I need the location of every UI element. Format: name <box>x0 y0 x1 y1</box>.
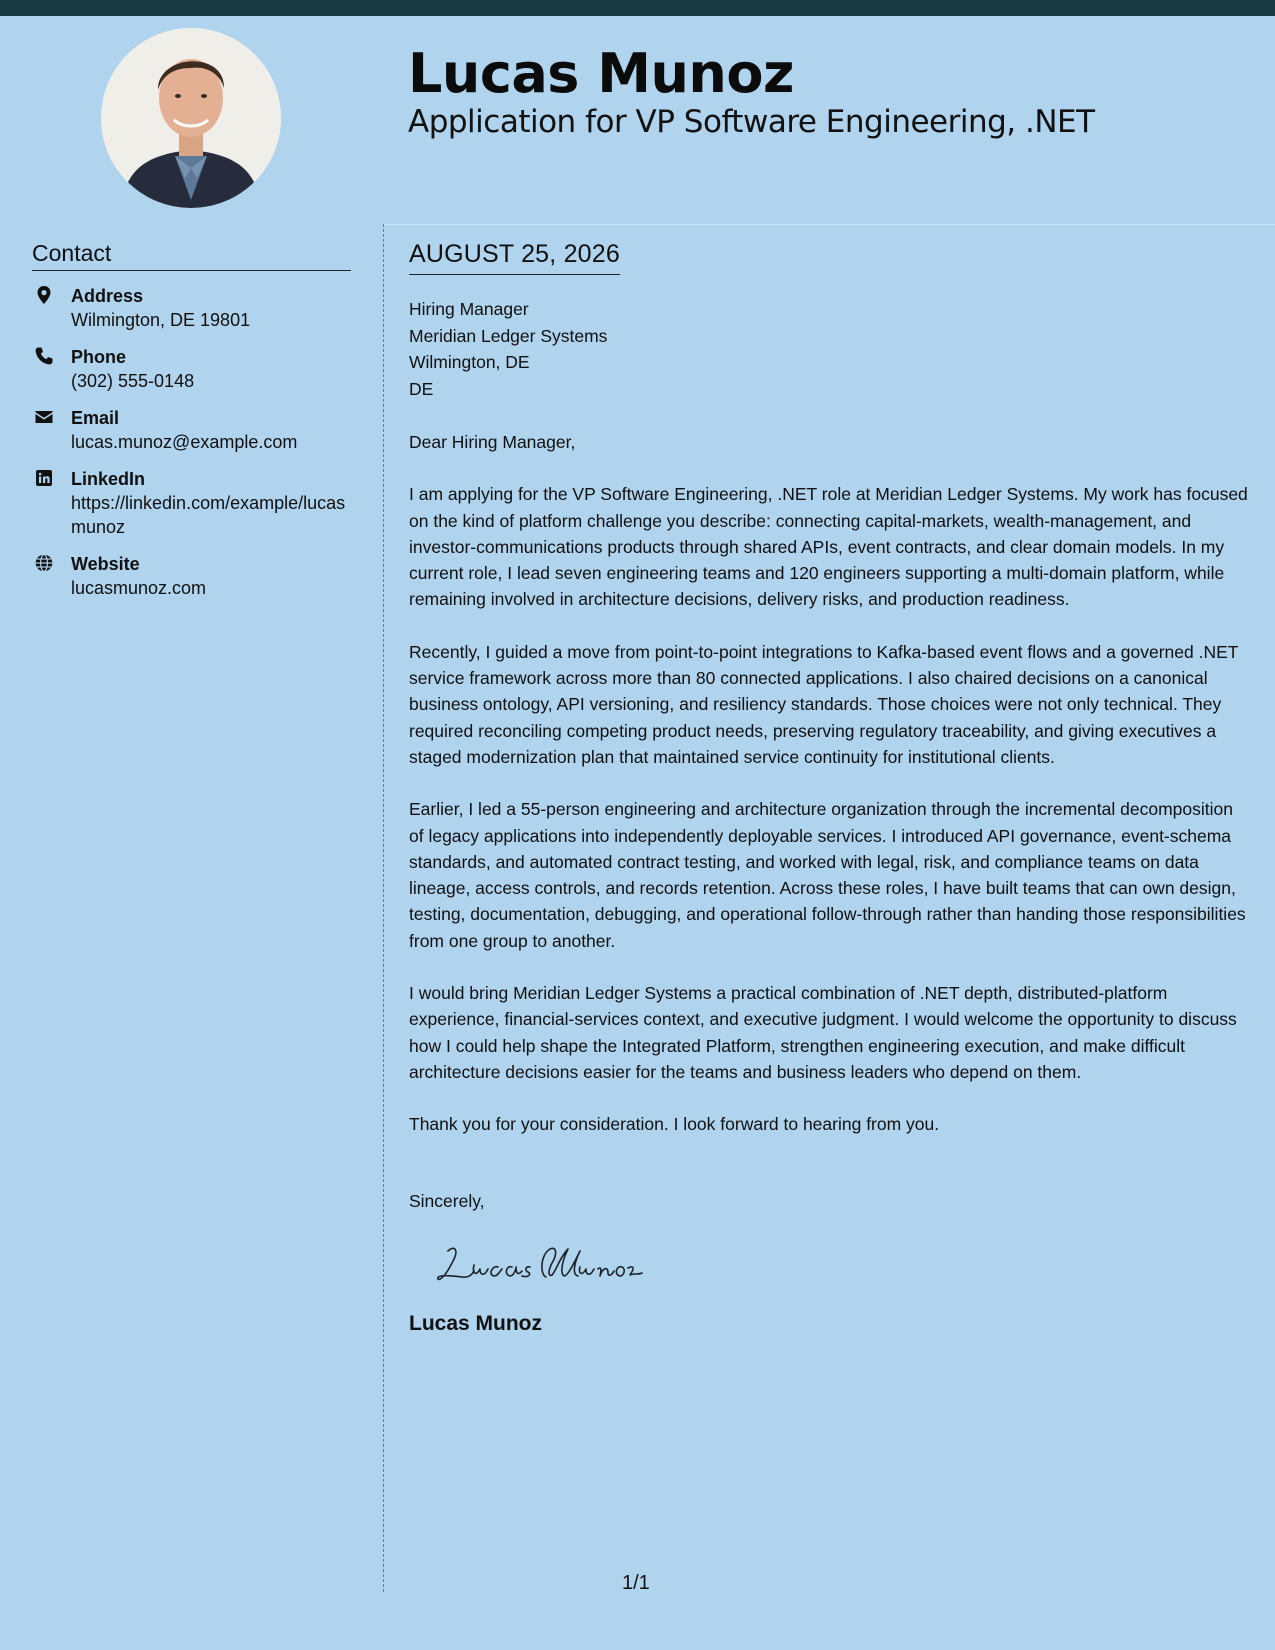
column-divider <box>383 224 384 1592</box>
map-pin-icon <box>34 285 54 305</box>
letter-paragraph: I would bring Meridian Ledger Systems a practical combination of .NET depth, distributed-platform experience, financial-services context, and executive judgment. I would welcome the opportunity to discuss how I could help shape the Integrated Platform, strengthen engineering execution, and make difficult architecture decisions easier for the teams and business leaders who depend on them. <box>409 983 1237 1082</box>
profile-photo <box>101 28 281 208</box>
contact-label: Website <box>71 554 140 574</box>
envelope-icon <box>34 407 54 427</box>
globe-icon <box>34 553 54 573</box>
application-subtitle: Application for VP Software Engineering, .NET <box>408 104 1095 140</box>
salutation: Dear Hiring Manager, <box>409 432 576 452</box>
letter-paragraph: Earlier, I led a 55-person engineering and architecture organization through the incremental decomposition of legacy applications into independently deployable services. I introduced API governance, event-schema standards, and automated contract testing, and worked with legal, risk, and compliance teams on data lineage, access controls, and records retention. Across these roles, I have built teams that can own design, testing, documentation, debugging, and operational follow-through rather than handing those responsibilities from one group to another. <box>409 799 1246 951</box>
top-accent-bar <box>0 0 1275 16</box>
contact-value: lucas.munoz@example.com <box>71 432 298 452</box>
contact-title: Contact <box>32 240 351 271</box>
handwritten-signature <box>434 1241 1249 1291</box>
recipient-block <box>409 296 1249 402</box>
signed-name: Lucas Munoz <box>409 1311 543 1335</box>
letter-date: AUGUST 25, 2026 <box>409 240 620 275</box>
contact-value: (302) 555-0148 <box>71 371 195 391</box>
contact-address <box>32 284 351 332</box>
contact-label: LinkedIn <box>71 469 146 489</box>
contact-label: Phone <box>71 347 127 367</box>
letter-body <box>409 240 1249 1336</box>
contact-email <box>32 406 351 454</box>
website-link[interactable]: lucasmunoz.com <box>71 578 207 598</box>
contact-label: Address <box>71 286 144 306</box>
linkedin-icon <box>34 468 54 488</box>
recipient-line: Hiring Manager <box>409 299 529 319</box>
applicant-name: Lucas Munoz <box>408 42 794 105</box>
closing: Sincerely, <box>409 1190 485 1211</box>
recipient-line: DE <box>409 378 434 399</box>
linkedin-link[interactable]: https://linkedin.com/example/lucasmunoz <box>71 493 346 537</box>
contact-value: Wilmington, DE 19801 <box>71 310 251 330</box>
contact-website <box>32 552 351 600</box>
contact-phone <box>32 345 351 393</box>
letter-paragraph: Recently, I guided a move from point-to-point integrations to Kafka-based event flows and a governed .NET service framework across more than 80 connected applications. I also chaired decisions on a canonical business ontology, API versioning, and resiliency standards. Those choices were not only technical. They required reconciling competing product needs, preserving regulatory traceability, and giving executives a staged modernization plan that maintained service continuity for institutional clients. <box>409 641 1239 767</box>
recipient-line: Meridian Ledger Systems <box>409 325 608 346</box>
contact-sidebar <box>32 240 351 600</box>
contact-linkedin <box>32 467 351 539</box>
page-number: 1/1 <box>622 1572 650 1594</box>
letter-paragraph: I am applying for the VP Software Engineering, .NET role at Meridian Ledger Systems. My work has focused on the kind of platform challenge you describe: connecting capital-markets, wealth-management, and investor-communications products through shared APIs, event contracts, and clear domain models. In my current role, I lead seven engineering teams and 120 engineers supporting a multi-domain platform, while remaining involved in architecture decisions, delivery risks, and production readiness. <box>409 484 1248 610</box>
letter-paragraph: Thank you for your consideration. I look forward to hearing from you. <box>409 1114 940 1135</box>
phone-icon <box>34 346 54 366</box>
recipient-line: Wilmington, DE <box>409 352 530 372</box>
contact-label: Email <box>71 408 120 428</box>
header-divider <box>384 224 1275 225</box>
